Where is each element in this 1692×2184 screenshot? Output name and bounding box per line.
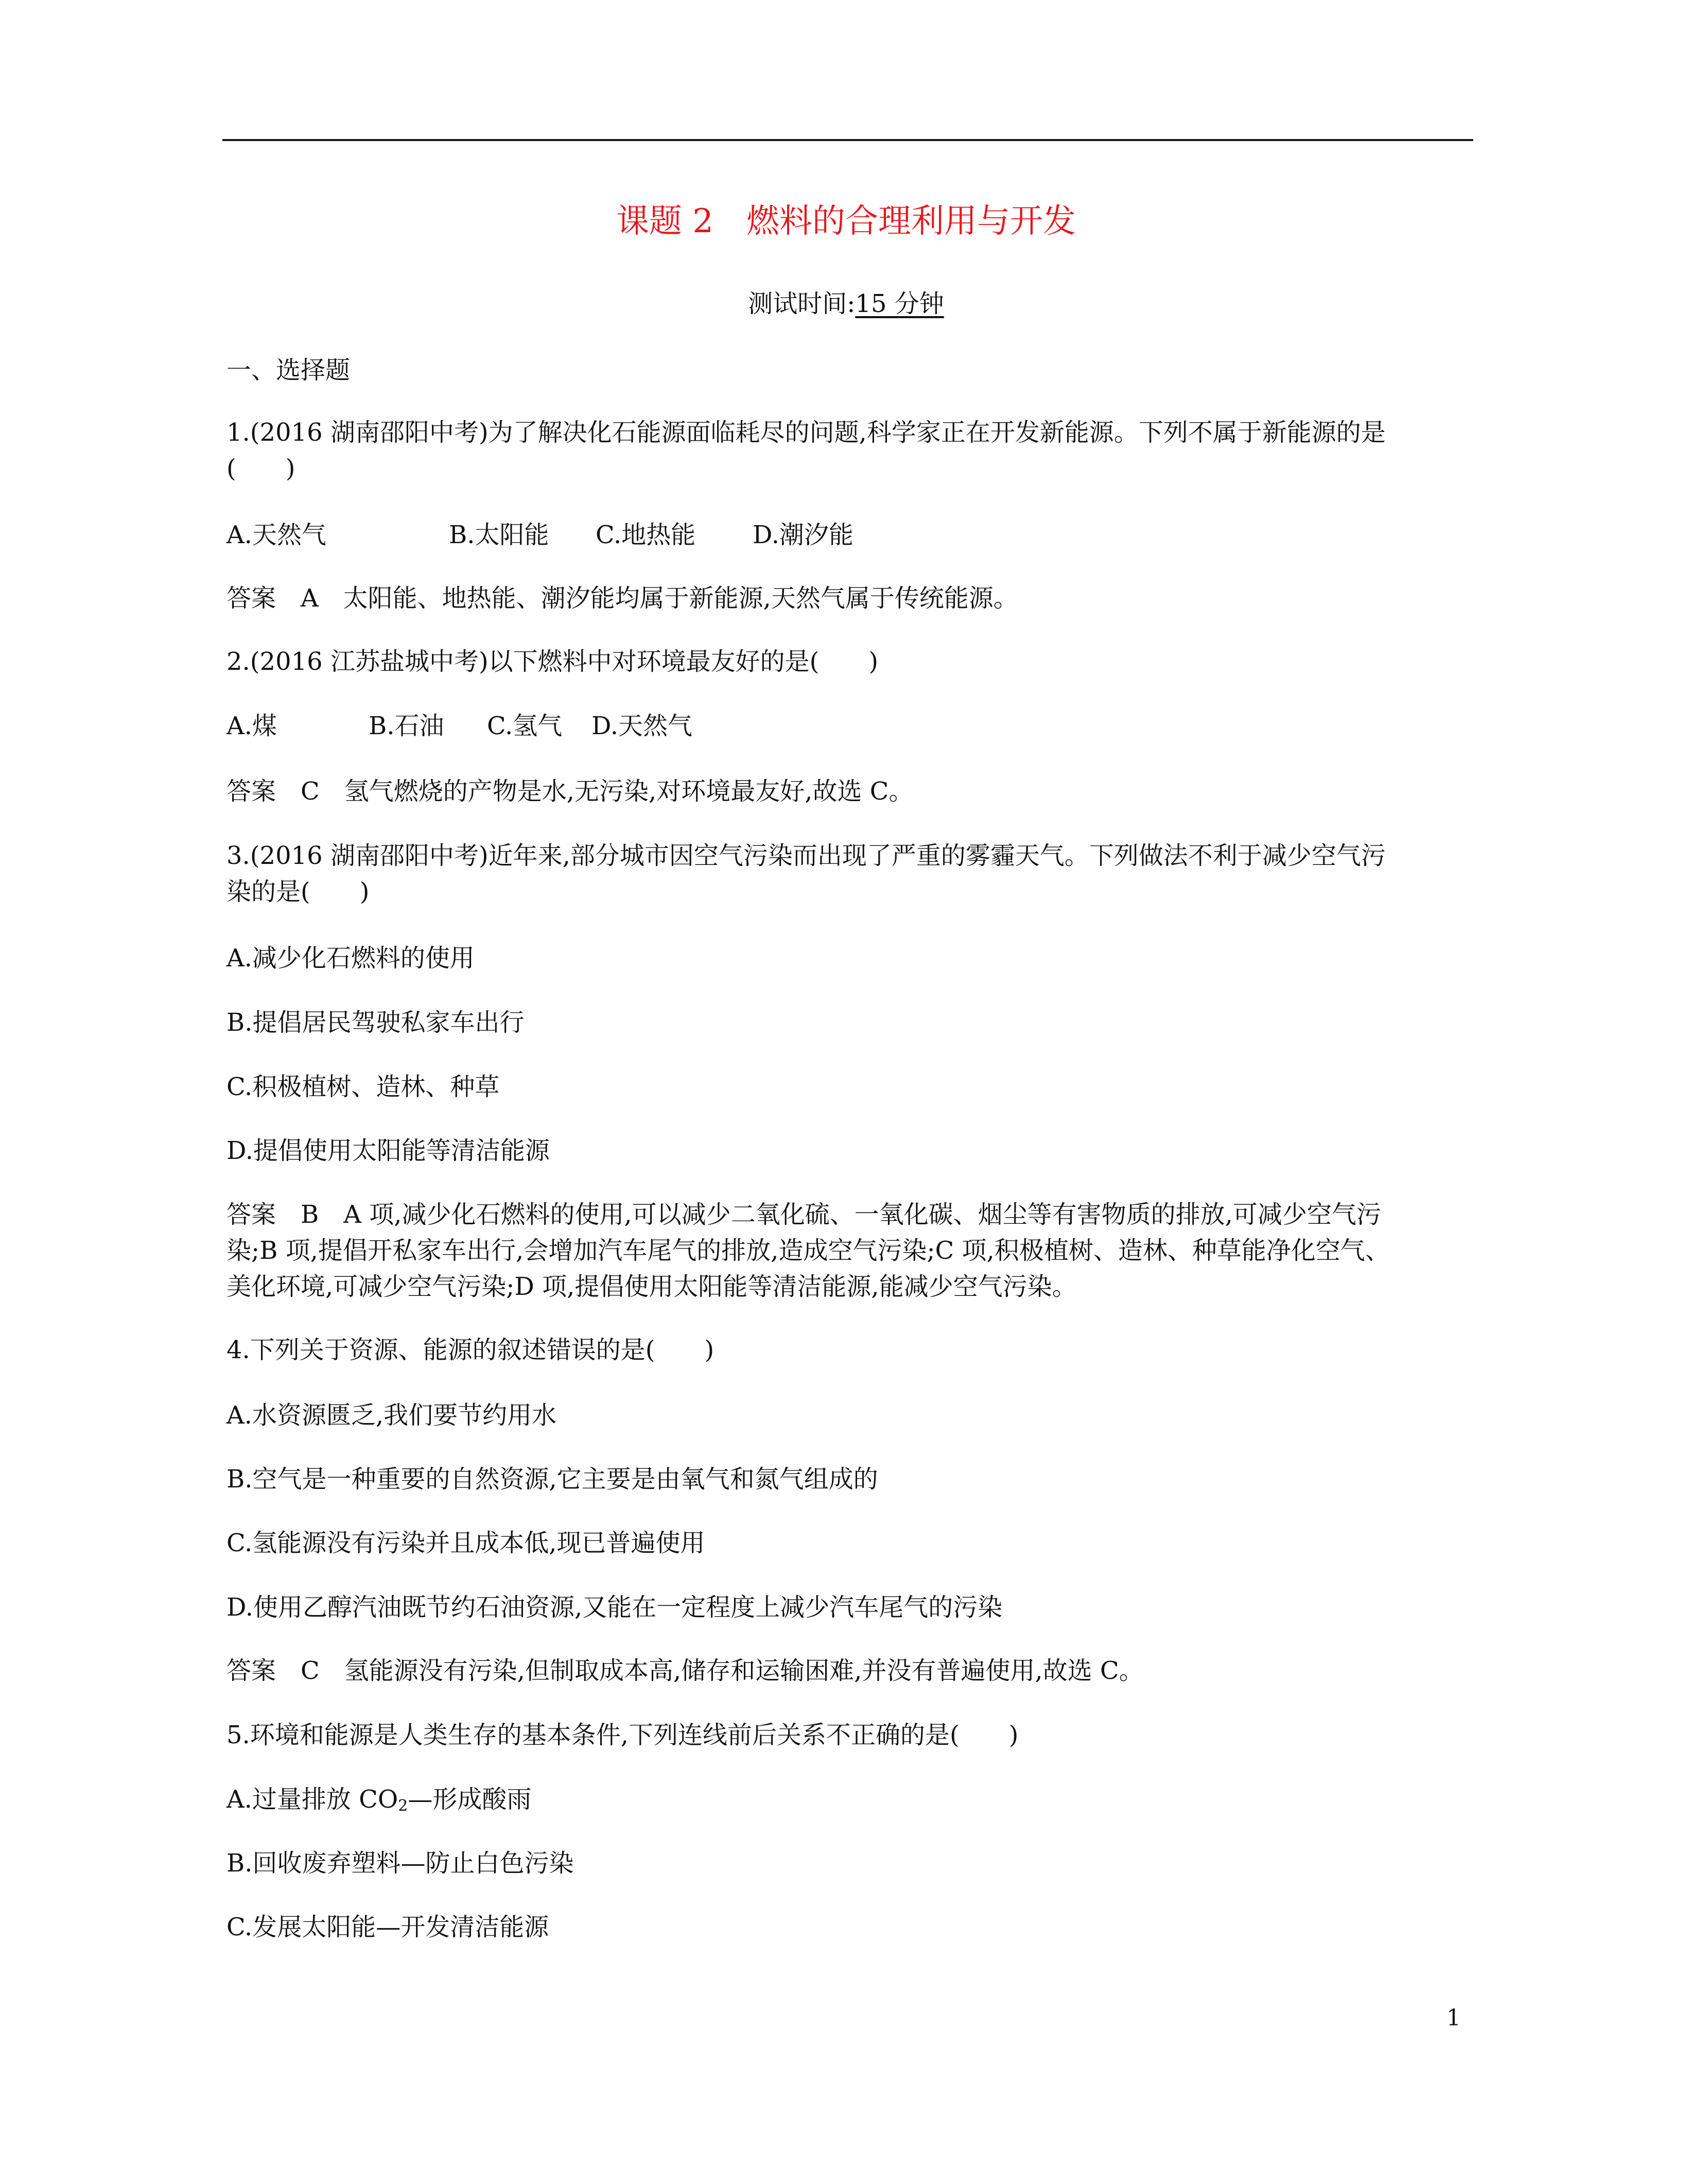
q5-option-c: C.发展太阳能—开发清洁能源 [226,1913,549,1942]
q3-option-a: A.减少化石燃料的使用 [226,944,475,973]
q4-option-b: B.空气是一种重要的自然资源,它主要是由氧气和氮气组成的 [226,1465,878,1494]
q4-option-a: A.水资源匮乏,我们要节约用水 [226,1401,557,1430]
q3-option-d: D.提倡使用太阳能等清洁能源 [226,1136,550,1165]
q2-option-b: B.石油 [369,712,444,740]
page-number: 1 [1446,2005,1461,2031]
q3-answer-line1: 答案 B A 项,减少化石燃料的使用,可以减少二氧化硫、一氧化碳、烟尘等有害物质的排放,可减少空气污 [226,1200,1381,1229]
q1-stem-line2: ( ) [226,454,295,483]
page-title: 课题 2 燃料的合理利用与开发 [616,202,1076,240]
q2-option-d: D.天然气 [591,712,693,740]
test-time-label: 测试时间: [748,289,856,318]
q1-option-a: A.天然气 [226,521,326,549]
q1-option-b: B.太阳能 [449,521,549,549]
q2-option-a: A.煤 [226,712,277,740]
q2-option-c: C.氢气 [487,712,563,740]
test-time-value: 15 分钟 [855,289,944,318]
q3-option-c: C.积极植树、造林、种草 [226,1072,500,1101]
q3-stem-line2: 染的是( ) [226,877,370,906]
q5-option-a [226,1781,531,1824]
q5-option-a-prefix: A.过量排放 CO [226,1785,398,1814]
q5-option-b: B.回收废弃塑料—防止白色污染 [226,1849,574,1878]
q2-answer: 答案 C 氢气燃烧的产物是水,无污染,对环境最友好,故选 C。 [226,777,914,806]
q4-option-d: D.使用乙醇汽油既节约石油资源,又能在一定程度上减少汽车尾气的污染 [226,1593,1003,1622]
q1-option-d: D.潮汐能 [753,521,854,549]
q5-option-a-subscript: 2 [398,1797,408,1815]
q4-answer: 答案 C 氢能源没有污染,但制取成本高,储存和运输困难,并没有普遍使用,故选 C。 [226,1656,1144,1685]
q1-stem-line1: 1.(2016 湖南邵阳中考)为了解决化石能源面临耗尽的问题,科学家正在开发新能源。下列不属于新能源的是 [226,418,1386,447]
q5-stem: 5.环境和能源是人类生存的基本条件,下列连线前后关系不正确的是( ) [226,1721,1019,1749]
q3-answer-line3: 美化环境,可减少空气污染;D 项,提倡使用太阳能等清洁能源,能减少空气污染。 [226,1272,1077,1301]
q1-answer: 答案 A 太阳能、地热能、潮汐能均属于新能源,天然气属于传统能源。 [226,584,1018,613]
q4-stem: 4.下列关于资源、能源的叙述错误的是( ) [226,1336,714,1364]
q5-option-a-suffix: —形成酸雨 [408,1785,532,1814]
q2-stem: 2.(2016 江苏盐城中考)以下燃料中对环境最友好的是( ) [226,647,879,676]
q3-stem-line1: 3.(2016 湖南邵阳中考)近年来,部分城市因空气污染而出现了严重的雾霾天气。下列做法不利于减少空气污 [226,841,1386,870]
q1-options [0,517,1692,553]
q1-option-c: C.地热能 [596,521,696,549]
header-rule [222,139,1473,141]
section-heading: 一、选择题 [226,356,351,385]
q3-answer-line2: 染;B 项,提倡开私家车出行,会增加汽车尾气的排放,造成空气污染;C 项,积极植树、造林、种草能净化空气、 [226,1236,1390,1265]
test-time [0,286,1692,322]
q2-options [0,708,1692,744]
q4-option-c: C.氢能源没有污染并且成本低,现已普遍使用 [226,1529,705,1557]
q3-option-b: B.提倡居民驾驶私家车出行 [226,1008,525,1037]
